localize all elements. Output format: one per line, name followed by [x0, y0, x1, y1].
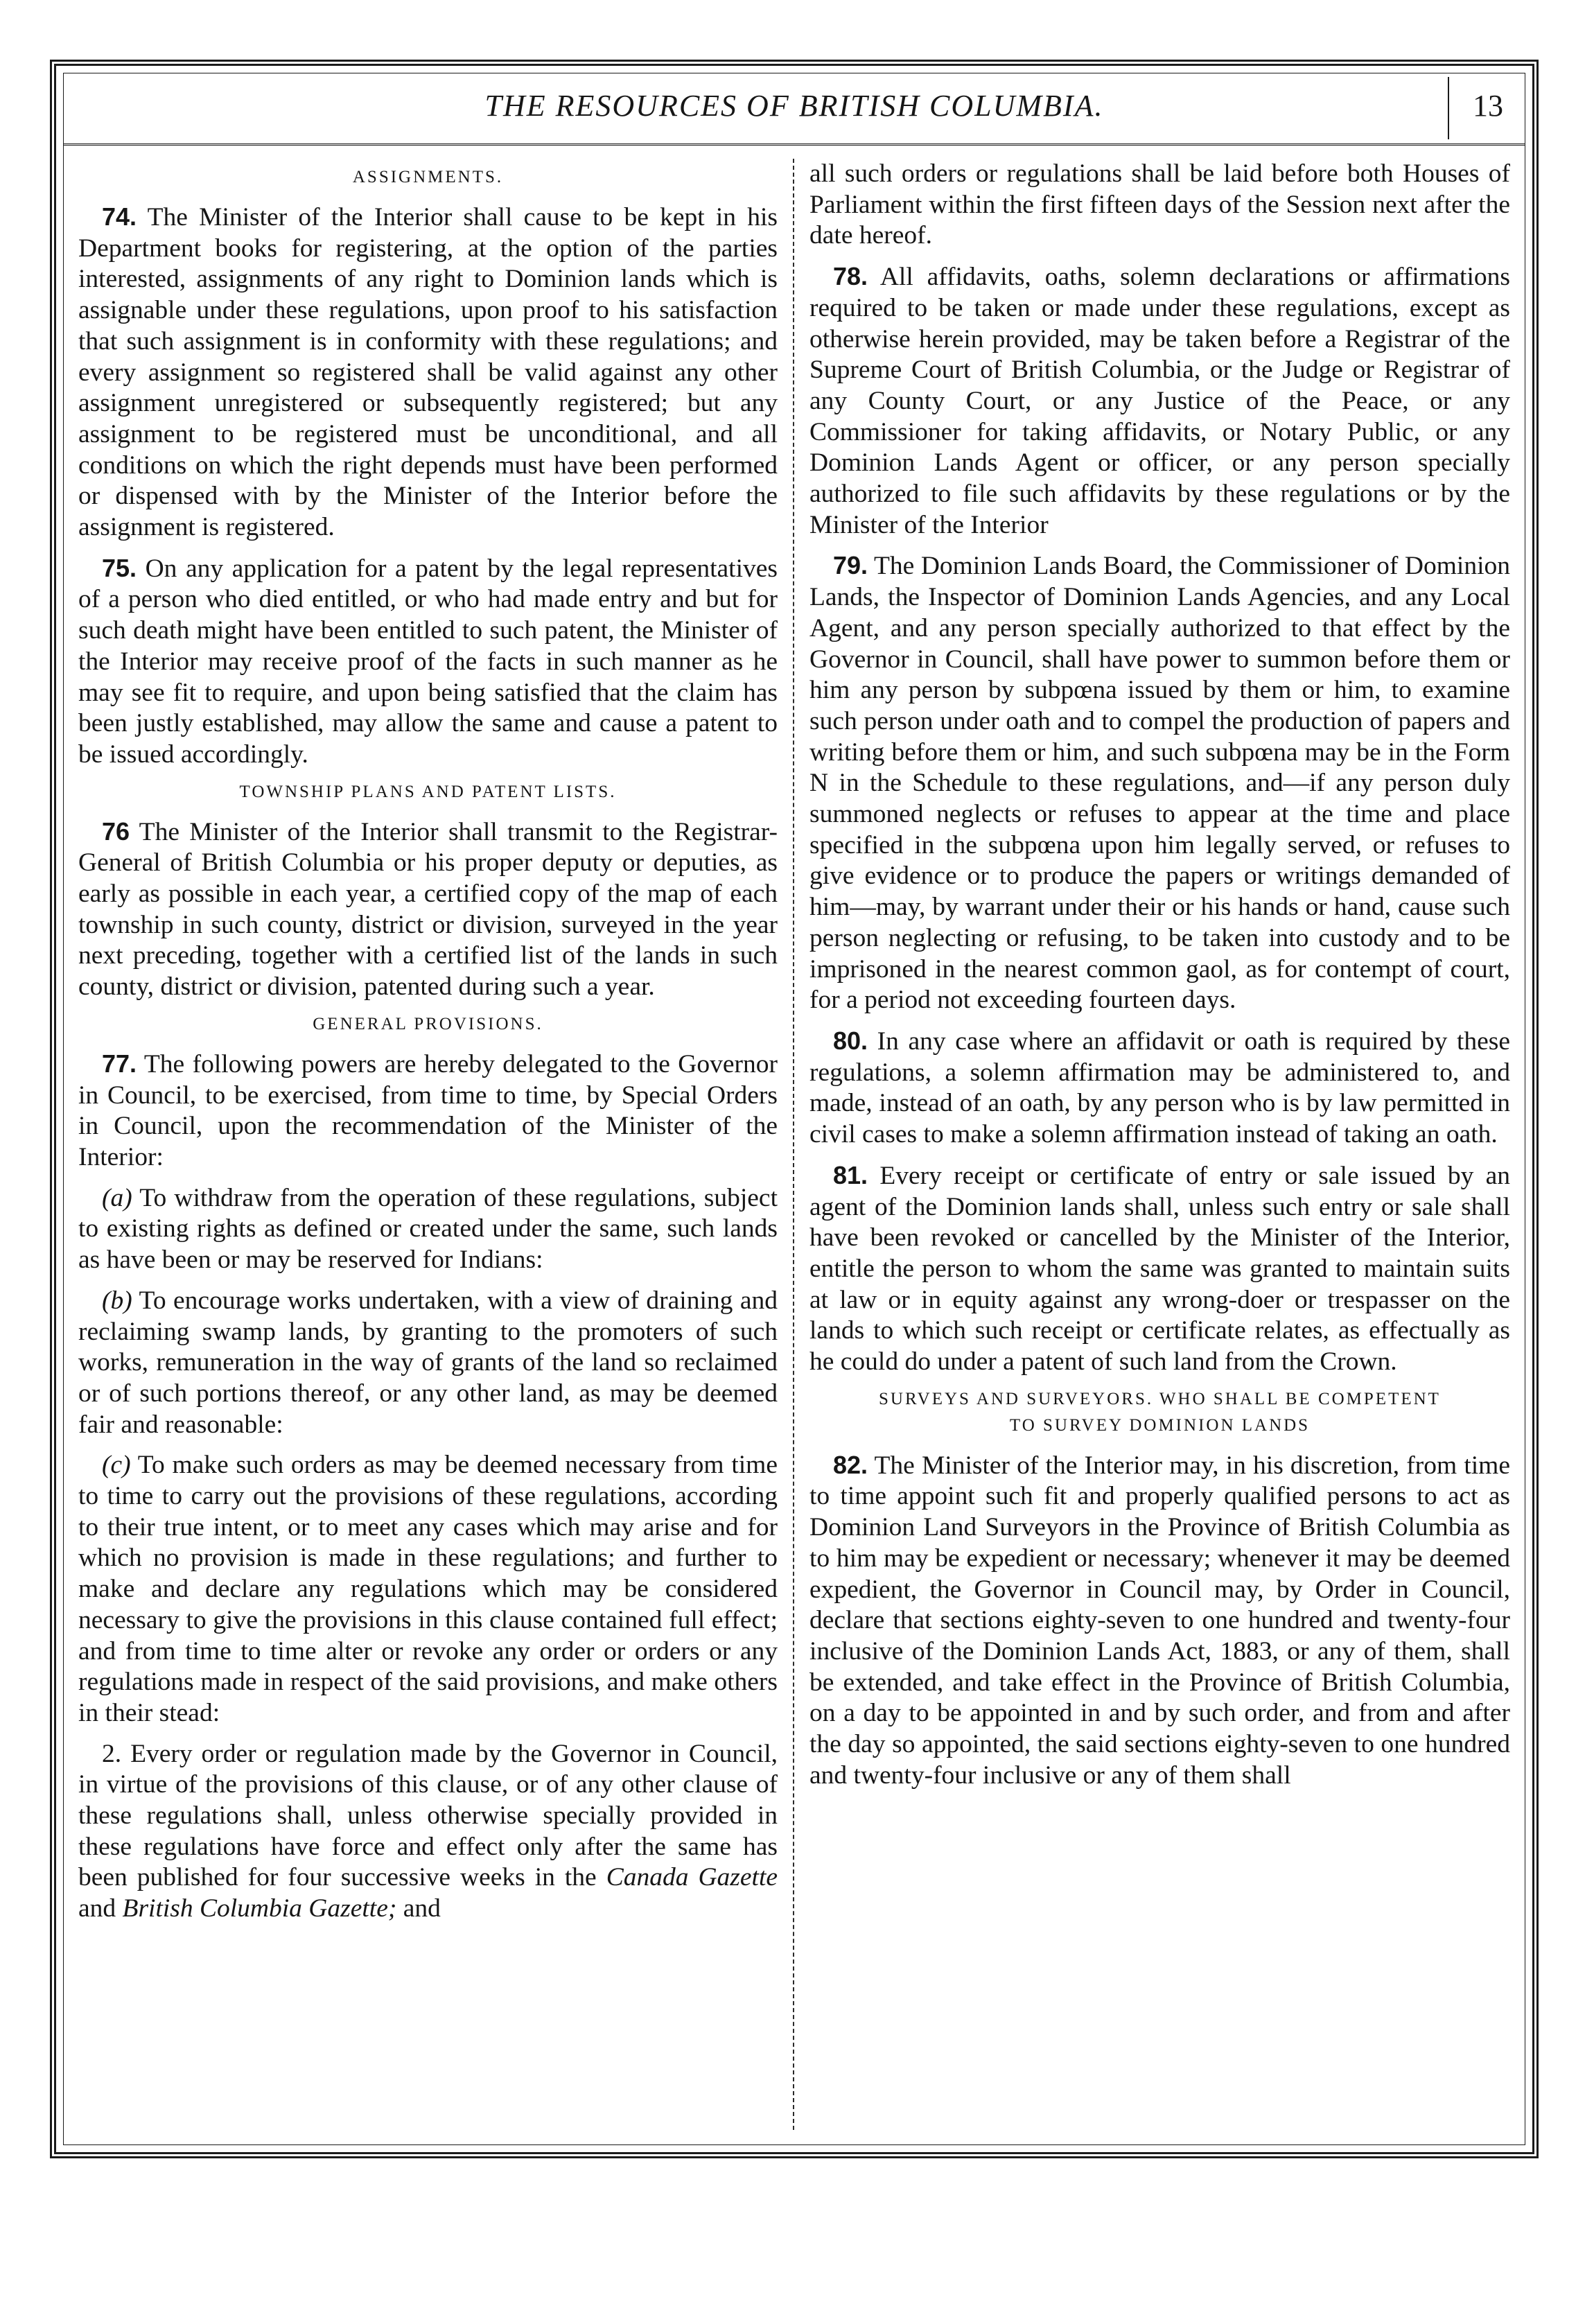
section-number: 75.: [102, 553, 137, 582]
section-text: The Minister of the Interior shall cause to be kept in his Department books for registering, at the option of the parties interested, assignments of any right to Dominion lands which is assignable under these regulations, upon proof to his satisfaction that such assignment is in conformity with these regulations; and every assignment so registered shall be valid against any other assignment unregistered or subsequently registered; but any assignment to be registered must be unconditional, and all conditions on which the right depends must have been performed or dispensed with by the Minister of the Interior before the assignment is registered.: [78, 203, 778, 542]
section-82: [809, 1450, 1510, 1792]
section-number: 77.: [102, 1049, 137, 1078]
section-number: 78.: [833, 262, 868, 291]
clause-text: Every order or regulation made by the Governor in Council, in virtue of the provisions of this clause, or of any other clause of these regulations shall, unless otherwise specially provided in these regulations have force and effect only after the same has been published for four successive weeks in the: [78, 1739, 778, 1892]
section-text: In any case where an affidavit or oath is required by these regulations, a solemn affirmation may be administered to, and made, instead of an oath, by any person who is by law permitted in civil cases to make a solemn affirmation instead of taking an oath.: [809, 1026, 1510, 1149]
section-text: Every receipt or certificate of entry or sale issued by an agent of the Dominion lands shall, unless such entry or sale shall have been revoked or cancelled by the Minister of the Interior, entitle the person to whom the same was granted to maintain suits at law or in equity against any wrong-doer or trespasser on the lands to which such receipt or certificate relates, as effectually as he could do under a patent of such land from the Crown.: [809, 1161, 1510, 1377]
section-text: The Minister of the Interior may, in his discretion, from time to time appoint such fit and properly qualified persons to act as Dominion Land Surveyors in the Province of British Columbia as to him may be expedient or necessary; whenever it may be deemed expedient, the Governor in Council may, by Order in Council, declare that sections eighty-seven to one hundred and twenty-four inclusive of the Dominion Lands Act, 1883, or any of them, shall be extended, and take effect in the Province of British Columbia, on a day to be appointed in and by such order, and from and after the day so appointed, the said sections eighty-seven to one hundred and twenty-four inclusive or any of them shall: [809, 1451, 1510, 1790]
page-number: 13: [1473, 89, 1503, 123]
bc-gazette-title: British Columbia Gazette;: [122, 1894, 397, 1923]
right-column: [794, 159, 1513, 2130]
section-text: All affidavits, oaths, solemn declarations or affirmations required to be taken or made under these regulations, except as otherwise herein provided, may be taken before a Registrar of the Supreme Court of British Columbia, or the Judge or Registrar of any County Court, or any Justice of the Peace, or any Commissioner for taking affidavits, or Notary Public, or any Dominion Lands Agent or officer, or any person specially authorized to file such affidavits by these regulations or by the Minister of the Interior: [809, 263, 1510, 539]
heading-township-plans: TOWNSHIP PLANS AND PATENT LISTS.: [239, 782, 617, 801]
section-text: The Dominion Lands Board, the Commissioner of Dominion Lands, the Inspector of Dominion Lands Agencies, and any Local Agent, and any person specially authorized to that effect by the Governor in Council, shall have power to summon before them or him any person by subpœna issued by them or him, to examine such person under oath and to compel the production of papers and writing before them or him, and such subpœna may be in the Form N in the Schedule to these regulations, and—if any person duly summoned neglects or refuses to appear at the time and place specified in the subpœna upon him legally served, or refuses to give evidence or to produce the papers or writings demanded of him—may, by warrant under their or his hands or hand, cause such person neglecting or refusing, to be taken into custody and to be imprisoned in the nearest common gaol, as for contempt of court, for a period not exceeding fourteen days.: [809, 552, 1511, 1015]
heading-general-provisions: GENERAL PROVISIONS.: [313, 1014, 543, 1033]
section-number: 74.: [102, 202, 137, 231]
clause-77-2: [78, 1739, 778, 1925]
page-frame: [54, 64, 1534, 2154]
section-76: [78, 816, 778, 1003]
clause-label: 2.: [102, 1739, 122, 1768]
clause-text-end: and: [403, 1894, 441, 1923]
text-columns: [76, 159, 1513, 2130]
clause-label: (b): [102, 1286, 132, 1315]
section-text: The following powers are hereby delegated to the Governor in Council, to be exercised, from time to time, by Special Orders in Council, upon the recommendation of the Minister of the Interior:: [78, 1049, 778, 1171]
section-75: [78, 553, 778, 771]
left-column: [76, 159, 794, 2130]
continued-text-body: all such orders or regulations shall be laid before both Houses of Parliament within the first fifteen days of the Session next after the date hereof.: [809, 159, 1510, 250]
section-81: [809, 1160, 1510, 1378]
heading-surveys-line1: SURVEYS AND SURVEYORS. WHO SHALL BE COMPETENT: [879, 1389, 1441, 1408]
clause-text: To withdraw from the operation of these regulations, subject to existing rights as defined or created under the same, such lands as have been or may be reserved for Indians:: [78, 1183, 778, 1275]
section-80: [809, 1026, 1510, 1151]
section-number: 81.: [833, 1160, 868, 1189]
section-text: The Minister of the Interior shall transmit to the Registrar-General of British Columbia or his proper deputy or deputies, as early as possible in each year, a certified copy of the map of each township in such county, district or division, surveyed in the year next preceding, together with a certified list of the lands in such county, district or division, patented during such a year.: [78, 817, 778, 1002]
clause-77c: [78, 1450, 778, 1729]
heading-assignments: ASSIGNMENTS.: [352, 168, 504, 186]
section-74: [78, 202, 778, 543]
continued-text: [809, 159, 1510, 252]
clause-77a: [78, 1183, 778, 1276]
section-number: 76: [102, 816, 130, 846]
clause-label: (a): [102, 1183, 132, 1212]
clause-label: (c): [102, 1451, 131, 1480]
clause-text: To encourage works undertaken, with a view of draining and reclaiming swamp lands, by granting to the promoters of such works, remuneration in the way of grants of the land so reclaimed or of such portions thereof, or any other land, as may be deemed fair and reasonable:: [78, 1286, 778, 1439]
clause-text: To make such orders as may be deemed necessary from time to time to carry out the provisions of these regulations, according to their true intent, or to meet any cases which may arise and for which no provision is made in these regulations; and further to make and declare any regulations which may be considered necessary to give the provisions in this clause contained full effect; and from time to time alter or revoke any order or orders or any regulations made in respect of the said provisions, and make others in their stead:: [78, 1451, 778, 1727]
section-number: 80.: [833, 1026, 868, 1055]
conjunction: and: [78, 1894, 116, 1923]
canada-gazette-title: Canada Gazette: [606, 1863, 778, 1892]
section-77: [78, 1049, 778, 1173]
section-text: On any application for a patent by the legal representatives of a person who died entitled, or who had made entry and but for such death might have been entitled to such patent, the Minister of the Interior may receive proof of the facts in such manner as he may see fit to require, and upon being satisfied that the claim has been justly established, may allow the same and cause a patent to be issued accordingly.: [78, 554, 778, 769]
section-78: [809, 261, 1510, 541]
section-number: 82.: [833, 1450, 868, 1479]
running-title: THE RESOURCES OF BRITISH COLUMBIA.: [484, 89, 1104, 123]
running-head: [63, 73, 1525, 146]
clause-77b: [78, 1286, 778, 1441]
section-number: 79.: [833, 551, 868, 580]
heading-surveys-line2: TO SURVEY DOMINION LANDS: [1009, 1415, 1311, 1435]
section-79: [809, 550, 1510, 1016]
page-number-rule: [1448, 77, 1449, 139]
